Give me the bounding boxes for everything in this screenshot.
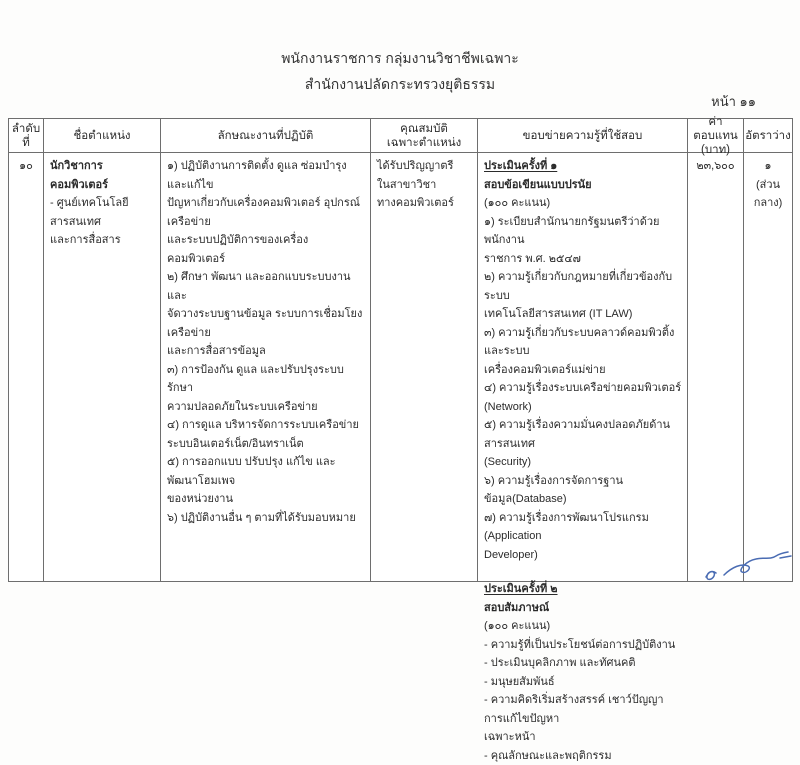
qualification-text: ได้รับปริญญาตรี ในสาขาวิชา ทางคอมพิวเตอร์ [377,157,472,213]
exam-part2-subheading: สอบสัมภาษณ์ [484,599,682,618]
row-no-value: ๑๐ [19,160,33,172]
compensation-value: ๒๓,๖๐๐ [696,160,734,172]
cell-vacancy [744,153,792,581]
cell-qualification [371,153,478,581]
page-number: หน้า ๑๑ [711,91,756,112]
col-header-duties: ลักษณะงานที่ปฏิบัติ [161,119,371,153]
title-line-2: สำนักงานปลัดกระทรวงยุติธรรม [0,71,800,97]
title-line-1: พนักงานราชการ กลุ่มงานวิชาชีพเฉพาะ [0,45,800,71]
cell-exam-scope [478,153,688,581]
col-header-exam-scope: ขอบข่ายความรู้ที่ใช้สอบ [478,119,688,153]
cell-row-no [9,153,44,581]
cell-duties [161,153,371,581]
exam-part1 [484,157,682,564]
position-table [8,118,793,582]
exam-part2-heading: ประเมินครั้งที่ ๒ [484,580,682,599]
exam-part2 [484,580,682,765]
col-header-no: ลำดับ ที่ [9,119,44,153]
position-name: นักวิชาการคอมพิวเตอร์ [50,157,155,194]
exam-part2-score: (๑๐๐ คะแนน) [484,617,682,636]
position-unit: - ศูนย์เทคโนโลยีสารสนเทศ และการสื่อสาร [50,194,155,250]
exam-part1-score: (๑๐๐ คะแนน) [484,194,682,213]
vacancy-value: ๑ (ส่วนกลาง) [746,157,790,213]
col-header-qualification: คุณสมบัติ เฉพาะตำแหน่ง [371,119,478,153]
document-title [0,45,800,97]
exam-part1-heading: ประเมินครั้งที่ ๑ [484,157,682,176]
col-header-vacancy: อัตราว่าง [744,119,792,153]
cell-position-name [44,153,161,581]
exam-part2-items: - ความรู้ที่เป็นประโยชน์ต่อการปฏิบัติงาน - ประเมินบุคลิกภาพ และทัศนคติ - มนุษยสัมพันธ์ - ความคิดริเริ่มสร้างสรรค์ เชาว์ปัญญา การแก้ไขปัญหา เฉพาะหน้า - คุณลักษณะและพฤติกรรม [484,636,682,765]
col-header-compensation: ค่าตอบแทน (บาท) [688,119,744,153]
col-header-position: ชื่อตำแหน่ง [44,119,161,153]
duties-text: ๑) ปฏิบัติงานการติดตั้ง ดูแล ซ่อมบำรุง และแก้ไข ปัญหาเกี่ยวกับเครื่องคอมพิวเตอร์ อุปกรณ์ เครือข่าย และระบบปฏิบัติการของเครื่องคอมพิวเตอร์ ๒) ศึกษา พัฒนา และออกแบบระบบงานและ จัดวางระบบฐานข้อมูล ระบบการเชื่อมโยงเครือข่าย และการสื่อสารข้อมูล ๓) การป้องกัน ดูแล และปรับปรุงระบบรักษา ความปลอดภัยในระบบเครือข่าย ๔) การดูแล บริหารจัดการระบบเครือข่าย ระบบอินเตอร์เน็ต/อินทราเน็ต ๕) การออกแบบ ปรับปรุง แก้ไข และพัฒนาโฮมเพจ ของหน่วยงาน ๖) ปฏิบัติงานอื่น ๆ ตามที่ได้รับมอบหมาย [167,157,365,527]
exam-part1-subheading: สอบข้อเขียนแบบปรนัย [484,176,682,195]
cell-compensation [688,153,744,581]
exam-part1-items: ๑) ระเบียบสำนักนายกรัฐมนตรีว่าด้วยพนักงาน ราชการ พ.ศ. ๒๕๔๗ ๒) ความรู้เกี่ยวกับกฎหมายที่เกี่ยวข้องกับระบบ เทคโนโลยีสารสนเทศ (IT LAW) ๓) ความรู้เกี่ยวกับระบบคลาวด์คอมพิวติ้งและระบบ เครื่องคอมพิวเตอร์แม่ข่าย ๔) ความรู้เรื่องระบบเครือข่ายคอมพิวเตอร์ (Network) ๕) ความรู้เรื่องความมั่นคงปลอดภัยด้านสารสนเทศ (Security) ๖) ความรู้เรื่องการจัดการฐานข้อมูล(Database) ๗) ความรู้เรื่องการพัฒนาโปรแกรม (Application Developer) [484,213,682,565]
